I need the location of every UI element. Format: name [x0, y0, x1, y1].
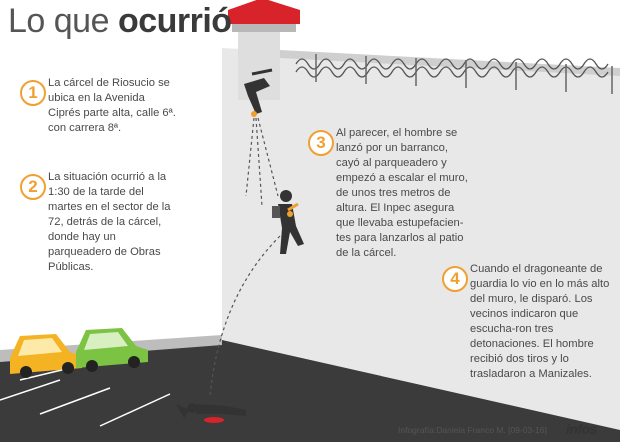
tower-roof	[228, 0, 300, 24]
step-1-badge: 1	[20, 80, 46, 106]
brand-logo: infos	[566, 421, 597, 437]
step-3-text: Al parecer, el hombre se lanzó por un barranco, cayó al parqueadero y empezó a escalar el muro, de unos tres metros de altura. El Inpec asegura que llevaba estupefacien-tes para lanzarlos al patio de la cárcel.	[336, 127, 468, 259]
step-2-badge: 2	[20, 174, 46, 200]
step-3-badge: 3	[308, 130, 334, 156]
step-2-text: La situación ocurrió a la 1:30 de la tarde del martes en el sector de la 72, detrás de la cárcel, donde hay un parqueadero de Obras Públicas.	[48, 171, 171, 273]
step-1-text: La cárcel de Riosucio se ubica en la Avenida Ciprés parte alta, calle 6ª. con carrera 8ª.	[48, 77, 176, 134]
step-4-badge: 4	[442, 266, 468, 292]
step-4-text: Cuando el dragoneante de guardia lo vio en lo más alto del muro, le disparó. Los vecinos indicaron que escucha-ron tres detonaciones. El hombre recibió dos tiros y lo trasladaron a Manizales.	[470, 263, 610, 380]
title-emphasis: ocurrió	[117, 2, 232, 40]
page-title: Lo que ocurrió	[8, 2, 232, 40]
credit-line: Infografía:Daniela Franco M. [09-03-16]	[398, 425, 547, 435]
